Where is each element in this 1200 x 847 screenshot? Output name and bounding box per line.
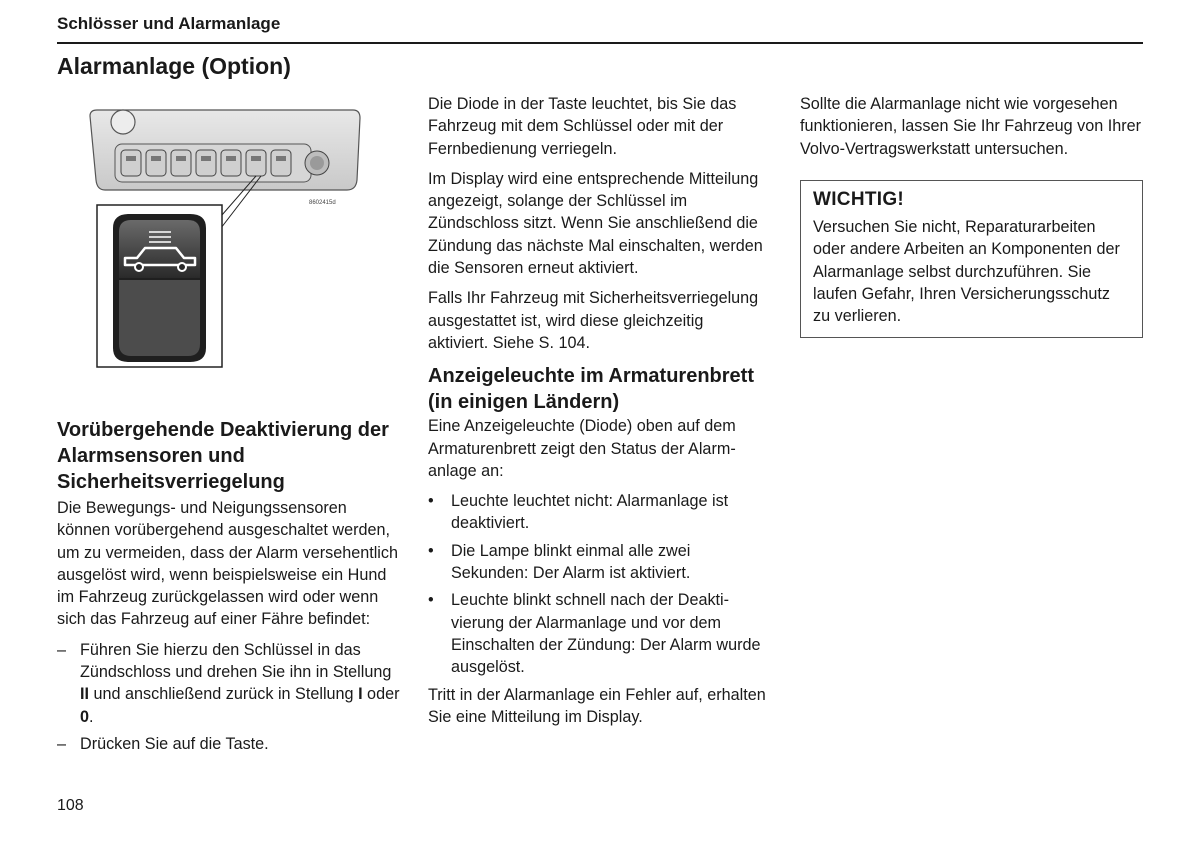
position-label: I: [358, 685, 363, 704]
paragraph: Die Bewegungs- und Neigungssensoren können vorübergehend ausgeschaltet werden, um zu vermeiden, dass der Alarm versehentlich ausgelöst wird, wenn beispielsweise ein Hund im Fahrzeug zurückgelassen wird oder wenn sich das Fahrzeug auf einer Fähre befindet:: [57, 499, 398, 629]
step-list: [57, 639, 402, 755]
warning-box: [800, 180, 1143, 338]
paragraph: Tritt in der Alarmanlage ein Fehler auf, erhalten Sie eine Mitteilung im Display.: [428, 685, 766, 726]
section-heading-deactivation: Vorübergehende Deaktivierung der Alarmsensoren und Sicherheitsverriegelung: [57, 419, 389, 493]
warning-text: Versuchen Sie nicht, Reparaturarbeiten oder andere Arbeiten an Komponenten der Alarmanlage selbst durchzuführen. Sie laufen Gefahr, Ihren Versicherungsschutz zu verlieren.: [813, 218, 1120, 326]
paragraph: Die Diode in der Taste leuchtet, bis Sie das Fahrzeug mit dem Schlüssel oder mit der Fernbedienung verriegeln.: [428, 95, 737, 158]
section-heading-indicator: Anzeigeleuchte im Armaturenbrett (in einigen Ländern): [428, 365, 754, 414]
paragraph: Eine Anzeigeleuchte (Diode) oben auf dem Armaturenbrett zeigt den Status der Alarmanlage an:: [428, 417, 736, 480]
illustration-code: 8602415d: [309, 200, 336, 206]
list-item: • Leuchte leuchtet nicht: Alarmanlage ist deaktiviert.: [428, 492, 729, 533]
list-item: • Leuchte blinkt schnell nach der Deaktivierung der Alarmanlage und vor dem Einschalten der Zündung: Der Alarm wurde ausgelöst.: [428, 591, 761, 677]
position-label: 0: [80, 707, 90, 726]
dash-marker: –: [57, 734, 67, 753]
bullet-list: [428, 490, 768, 678]
list-item: • Die Lampe blinkt einmal alle zwei Sekunden: Der Alarm ist aktiviert.: [428, 541, 691, 583]
bullet-marker: •: [428, 541, 434, 560]
bullet-marker: •: [428, 492, 434, 511]
page-number: 108: [57, 797, 84, 814]
position-label: II: [80, 685, 89, 704]
section-header: Schlösser und Alarmanlage: [57, 14, 281, 33]
column-left: [57, 417, 402, 760]
bullet-marker: •: [428, 591, 434, 610]
paragraph: Sollte die Alarmanlage nicht wie vorgesehen funktionieren, lassen Sie Ihr Fahrzeug von Ihrer Volvo-Vertragswerkstatt untersuchen.: [800, 95, 1142, 158]
paragraph: Im Display wird eine entsprechende Mitteilung angezeigt, solange der Schlüssel im Zündschloss sitzt. Wenn Sie anschließend die Zündung das nächste Mal einschalten, werden die Sensoren erneut aktiviert.: [428, 169, 763, 278]
page-title: Alarmanlage (Option): [57, 53, 291, 79]
list-item: – Drücken Sie auf die Taste.: [57, 733, 402, 755]
paragraph: Falls Ihr Fahrzeug mit Sicherheitsverriegelung ausgestattet ist, wird diese gleichzeitig aktiviert. Siehe S. 104.: [428, 289, 759, 352]
alarm-button-illustration: [85, 108, 375, 373]
list-item: – Führen Sie hierzu den Schlüssel in das Zündschloss und drehen Sie ihn in Stellung II und anschließend zurück in Stellung I oder 0.: [57, 640, 400, 726]
column-middle: [428, 93, 768, 736]
column-right: [800, 93, 1143, 338]
dash-marker: –: [57, 640, 67, 659]
warning-title: WICHTIG!: [813, 188, 905, 210]
header-rule: [57, 42, 1143, 44]
